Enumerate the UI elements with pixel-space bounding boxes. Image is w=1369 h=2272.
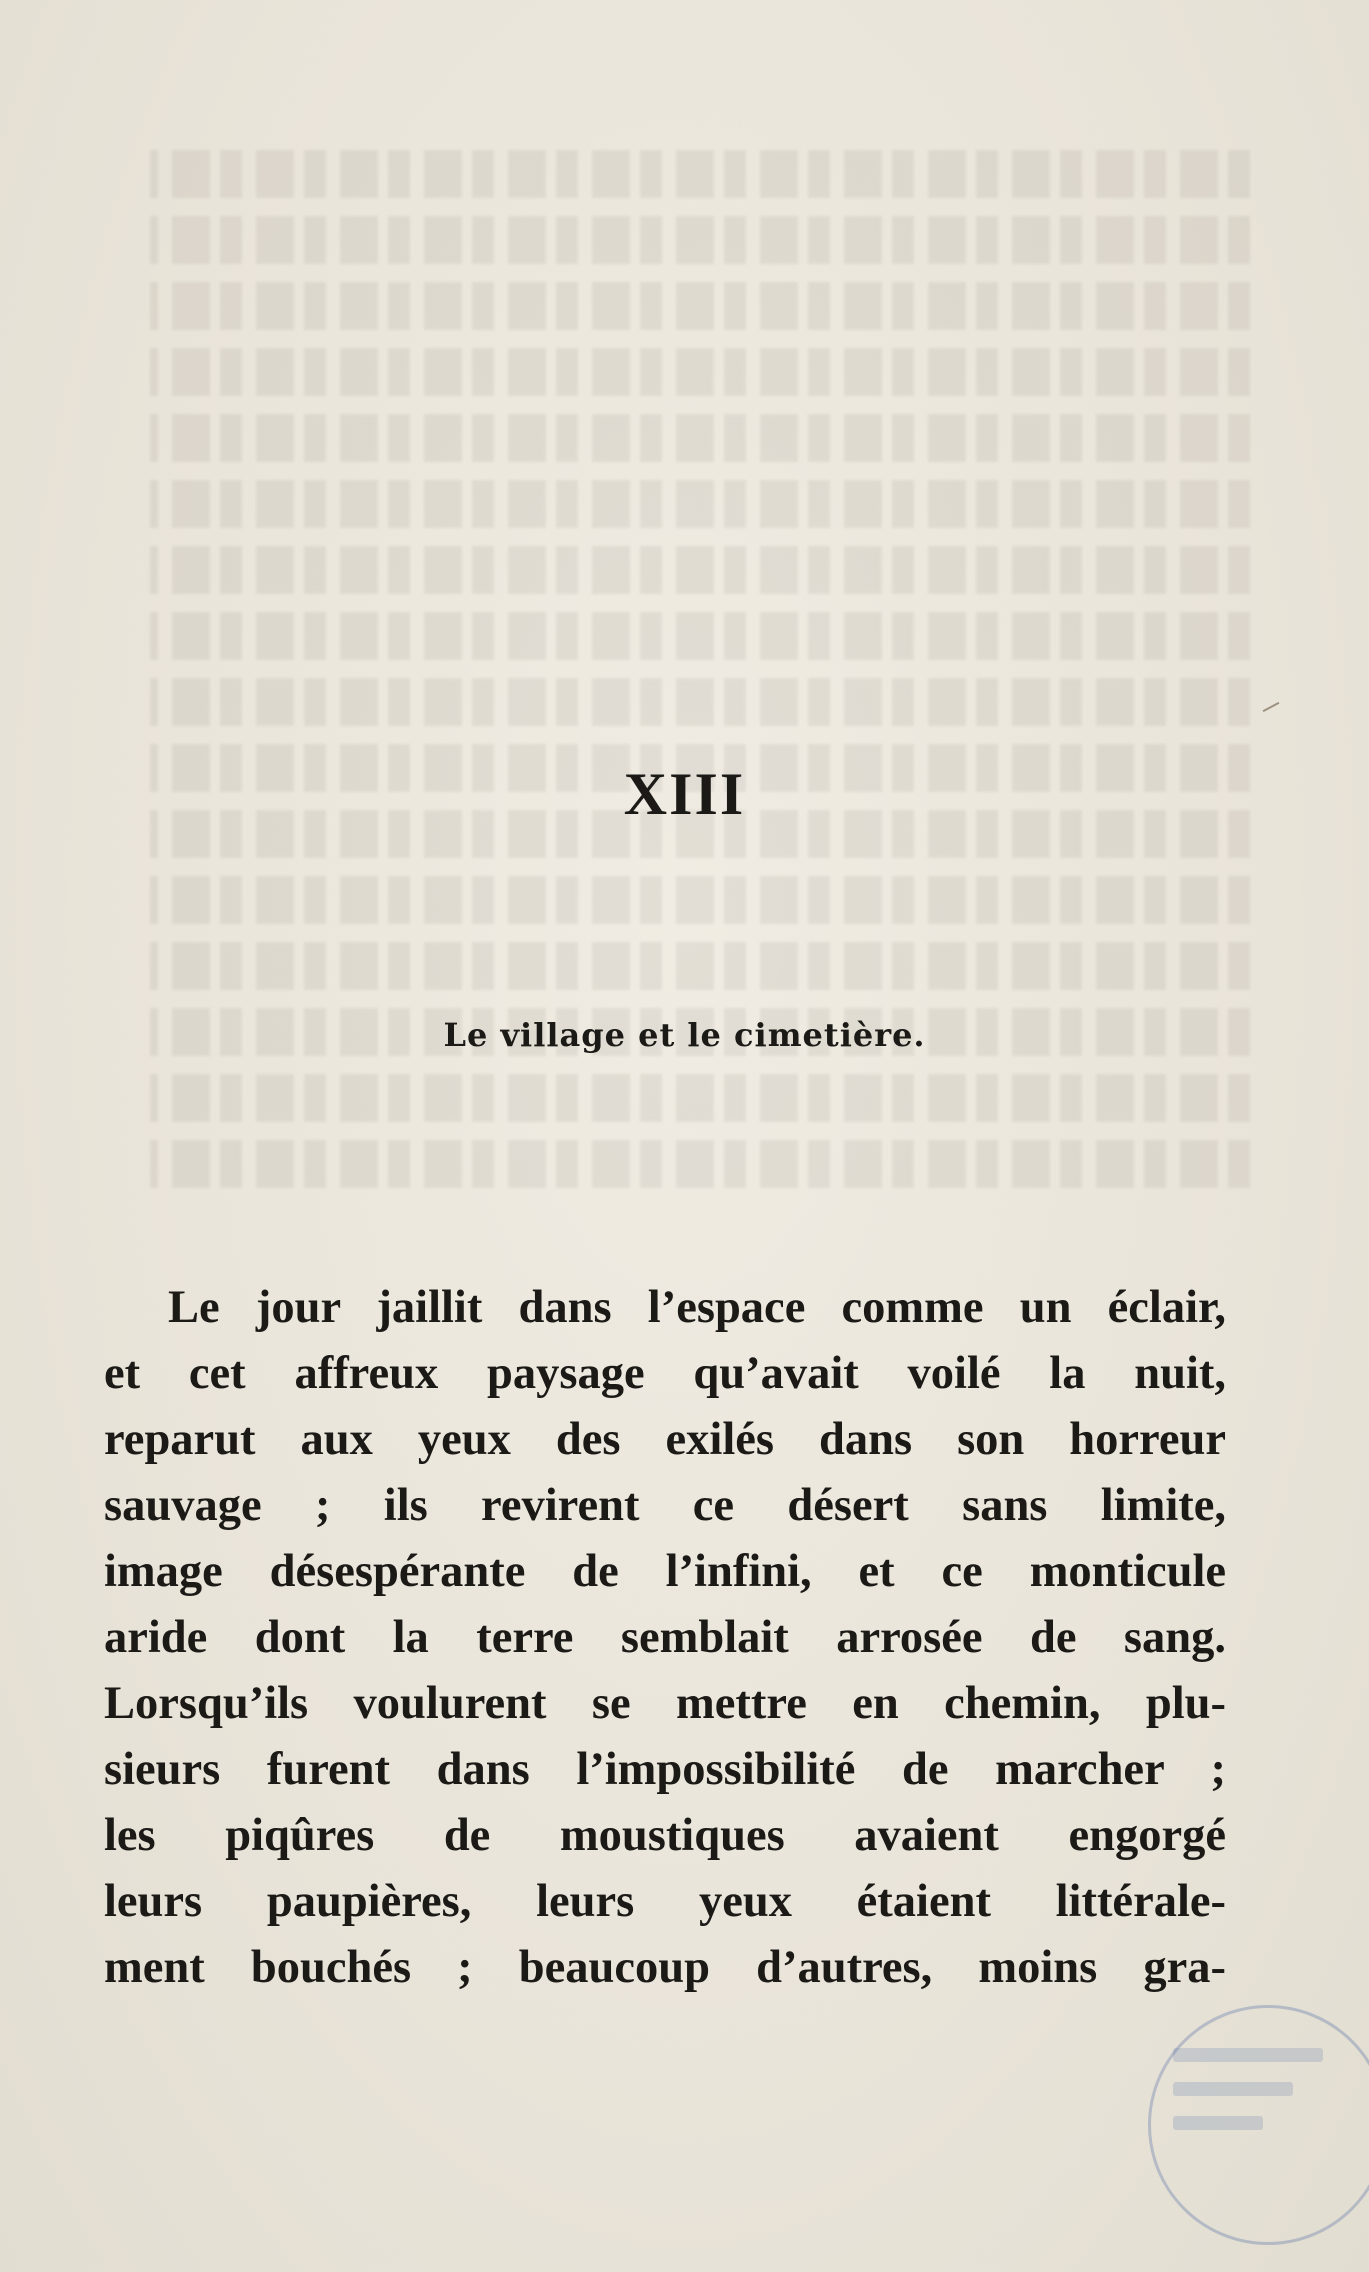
text-line: ment bouchés ; beaucoup d’autres, moins gra- <box>104 1942 1226 1993</box>
text-line: sieurs furent dans l’impossibilité de marcher ; <box>104 1744 1226 1795</box>
text-line: les piqûres de moustiques avaient engorgé <box>104 1810 1226 1861</box>
text-line: aride dont la terre semblait arrosée de sang. <box>104 1612 1226 1663</box>
margin-mark <box>1263 702 1280 712</box>
body-paragraph <box>104 1275 1226 2001</box>
library-stamp <box>1148 2005 1369 2245</box>
chapter-number: XIII <box>623 761 746 827</box>
text-line: reparut aux yeux des exilés dans son horreur <box>104 1414 1226 1465</box>
text-line: Lorsqu’ils voulurent se mettre en chemin, plu- <box>104 1678 1226 1729</box>
text-line: image désespérante de l’infini, et ce monticule <box>104 1546 1226 1597</box>
text-line: Le jour jaillit dans l’espace comme un éclair, <box>168 1282 1226 1333</box>
chapter-title: Le village et le cimetière. <box>443 1016 926 1054</box>
text-line: et cet affreux paysage qu’avait voilé la nuit, <box>104 1348 1226 1399</box>
text-line: sauvage ; ils revirent ce désert sans limite, <box>104 1480 1226 1531</box>
bleed-through-text <box>150 150 1250 1250</box>
text-line: leurs paupières, leurs yeux étaient littérale- <box>104 1876 1226 1927</box>
